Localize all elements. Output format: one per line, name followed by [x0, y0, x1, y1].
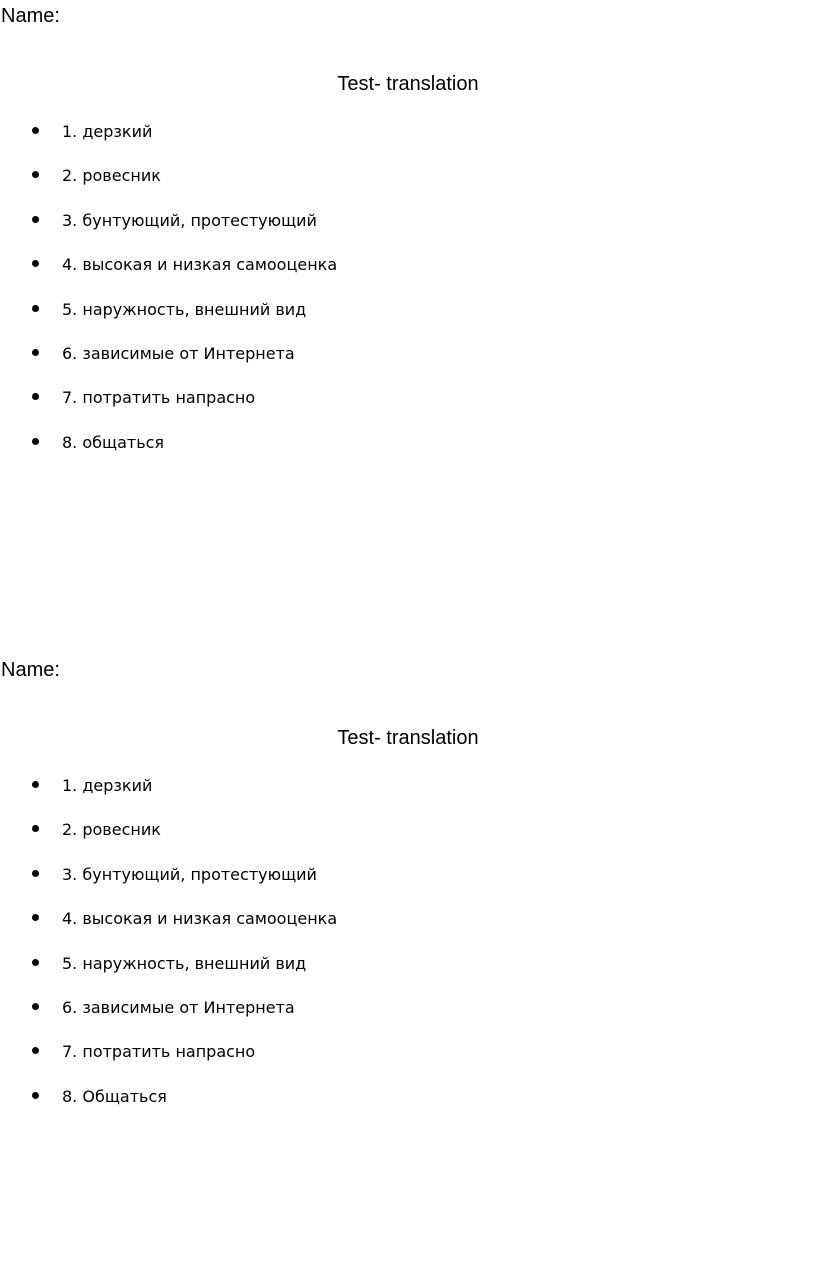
- list-item-text: 7. потратить напрасно: [62, 1042, 256, 1062]
- list-item-text: 5. наружность, внешний вид: [62, 953, 307, 973]
- list-item-text: 5. наружность, внешний вид: [62, 299, 307, 319]
- bullet-icon: [32, 171, 39, 178]
- bullet-icon: [32, 870, 39, 877]
- list-item-text: 6. зависимые от Интернета: [62, 997, 295, 1017]
- test-title: Test- translation: [337, 73, 479, 95]
- list-item-text: 4. высокая и низкая самооценка: [62, 909, 338, 929]
- bullet-icon: [32, 825, 39, 832]
- bullet-icon: [32, 127, 39, 134]
- list-item-text: 3. бунтующий, протестующий: [62, 210, 317, 230]
- list-item-text: 8. общаться: [62, 432, 165, 452]
- list-item-text: 4. высокая и низкая самооценка: [62, 255, 338, 275]
- bullet-icon: [32, 216, 39, 223]
- list-item-text: 1. дерзкий: [62, 776, 153, 795]
- bullet-icon: [32, 914, 39, 921]
- list-item-text: 2. ровесник: [62, 820, 161, 840]
- bullet-icon: [32, 959, 39, 966]
- bullet-icon: [32, 349, 39, 356]
- bullet-icon: [32, 260, 39, 267]
- bullet-icon: [32, 1092, 39, 1099]
- bullet-icon: [32, 1003, 39, 1010]
- list-item-text: 7. потратить напрасно: [62, 388, 256, 408]
- bullet-icon: [32, 305, 39, 312]
- bullet-icon: [32, 1047, 39, 1054]
- name-label: Name:: [1, 5, 60, 27]
- name-label: Name:: [1, 659, 60, 681]
- bullet-icon: [32, 393, 39, 400]
- test-title: Test- translation: [337, 727, 479, 749]
- list-item-text: 1. дерзкий: [62, 122, 153, 141]
- list-item-text: 2. ровесник: [62, 166, 161, 186]
- list-item-text: 6. зависимые от Интернета: [62, 343, 295, 363]
- list-item-text: 3. бунтующий, протестующий: [62, 864, 317, 884]
- bullet-icon: [32, 438, 39, 445]
- bullet-icon: [32, 781, 39, 788]
- list-item-text: 8. Общаться: [62, 1086, 167, 1106]
